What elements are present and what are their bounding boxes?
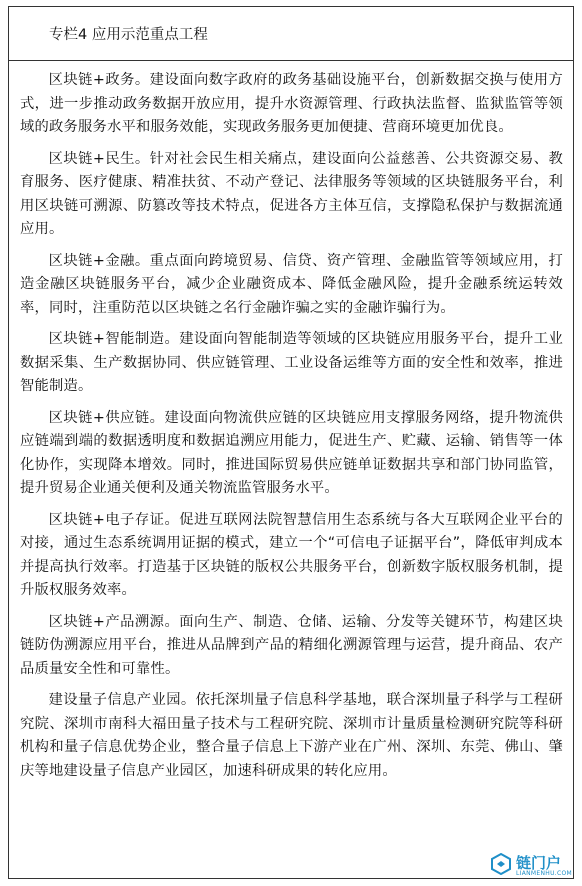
paragraph-traceability: 区块链+产品溯源。面向生产、制造、仓储、运输、分发等关键环节，构建区块链防伪溯源应用平台，推进从品牌到产品的精细化溯源管理与运营，提升商品、农产品质量安全性和可靠性。 [20, 613, 563, 677]
watermark-text [516, 856, 572, 877]
box-header [9, 7, 573, 61]
paragraph-supply-chain: 区块链+供应链。建设面向物流供应链的区块链应用支撑服务网络，提升物流供应链端到端的数据透明度和数据追溯应用能力，促进生产、贮藏、运输、销售等一体化协作，实现降本增效。同时，推进国际贸易供应链单证数据共享和部门协同监管，提升贸易企业通关便利及通关物流监管服务水平。 [20, 409, 563, 496]
paragraph-evidence: 区块链+电子存证。促进互联网法院智慧信用生态系统与各大互联网企业平台的对接，通过生态系统调用证据的模式，建立一个“可信电子证据平台”，降低审判成本并提高执行效率。打造基于区块链的版权公共服务平台，创新数字版权服务机制，提升版权服务效率。 [20, 511, 563, 598]
paragraph-livelihood: 区块链+民生。针对社会民生相关痛点，建设面向公益慈善、公共资源交易、教育服务、医疗健康、精准扶贫、不动产登记、法律服务等领域的区块链服务平台，利用区块链可溯源、防篡改等技术特点，促进各方主体互信，支撑隐私保护与数据流通应用。 [20, 150, 563, 237]
watermark-cn: 链门户 [516, 854, 562, 872]
watermark-en: LIANMENHU.COM [516, 870, 572, 877]
paragraph-quantum-park: 建设量子信息产业园。依托深圳量子信息科学基地，联合深圳量子科学与工程研究院、深圳市南科大福田量子技术与工程研究院、深圳市计量质量检测研究院等科研机构和量子信息优势企业，整合量子信息上下游产业在广州、深圳、东莞、佛山、肇庆等地建设量子信息产业园区，加速科研成果的转化应用。 [20, 692, 563, 779]
box-content [9, 61, 573, 783]
feature-box [8, 6, 574, 879]
watermark [490, 853, 572, 880]
paragraph-manufacturing: 区块链+智能制造。建设面向智能制造等领域的区块链应用服务平台，提升工业数据采集、生产数据协同、供应链管理、工业设备运维等方面的安全性和效率，推进智能制造。 [20, 331, 563, 394]
chain-logo-icon [490, 853, 512, 880]
box-title: 专栏4 应用示范重点工程 [49, 27, 208, 43]
paragraph-finance: 区块链+金融。重点面向跨境贸易、信贷、资产管理、金融监管等领域应用，打造金融区块链服务平台，减少企业融资成本、降低金融风险，提升金融系统运转效率，同时，注重防范以区块链之名行金融诈骗之实的金融诈骗行为。 [20, 252, 563, 316]
paragraph-government: 区块链+政务。建设面向数字政府的政务基础设施平台，创新数据交换与使用方式，进一步推动政务数据开放应用，提升水资源管理、行政执法监督、监狱监管等领域的政务服务水平和服务效能，实现政务服务更加便捷、营商环境更加优良。 [20, 72, 563, 135]
